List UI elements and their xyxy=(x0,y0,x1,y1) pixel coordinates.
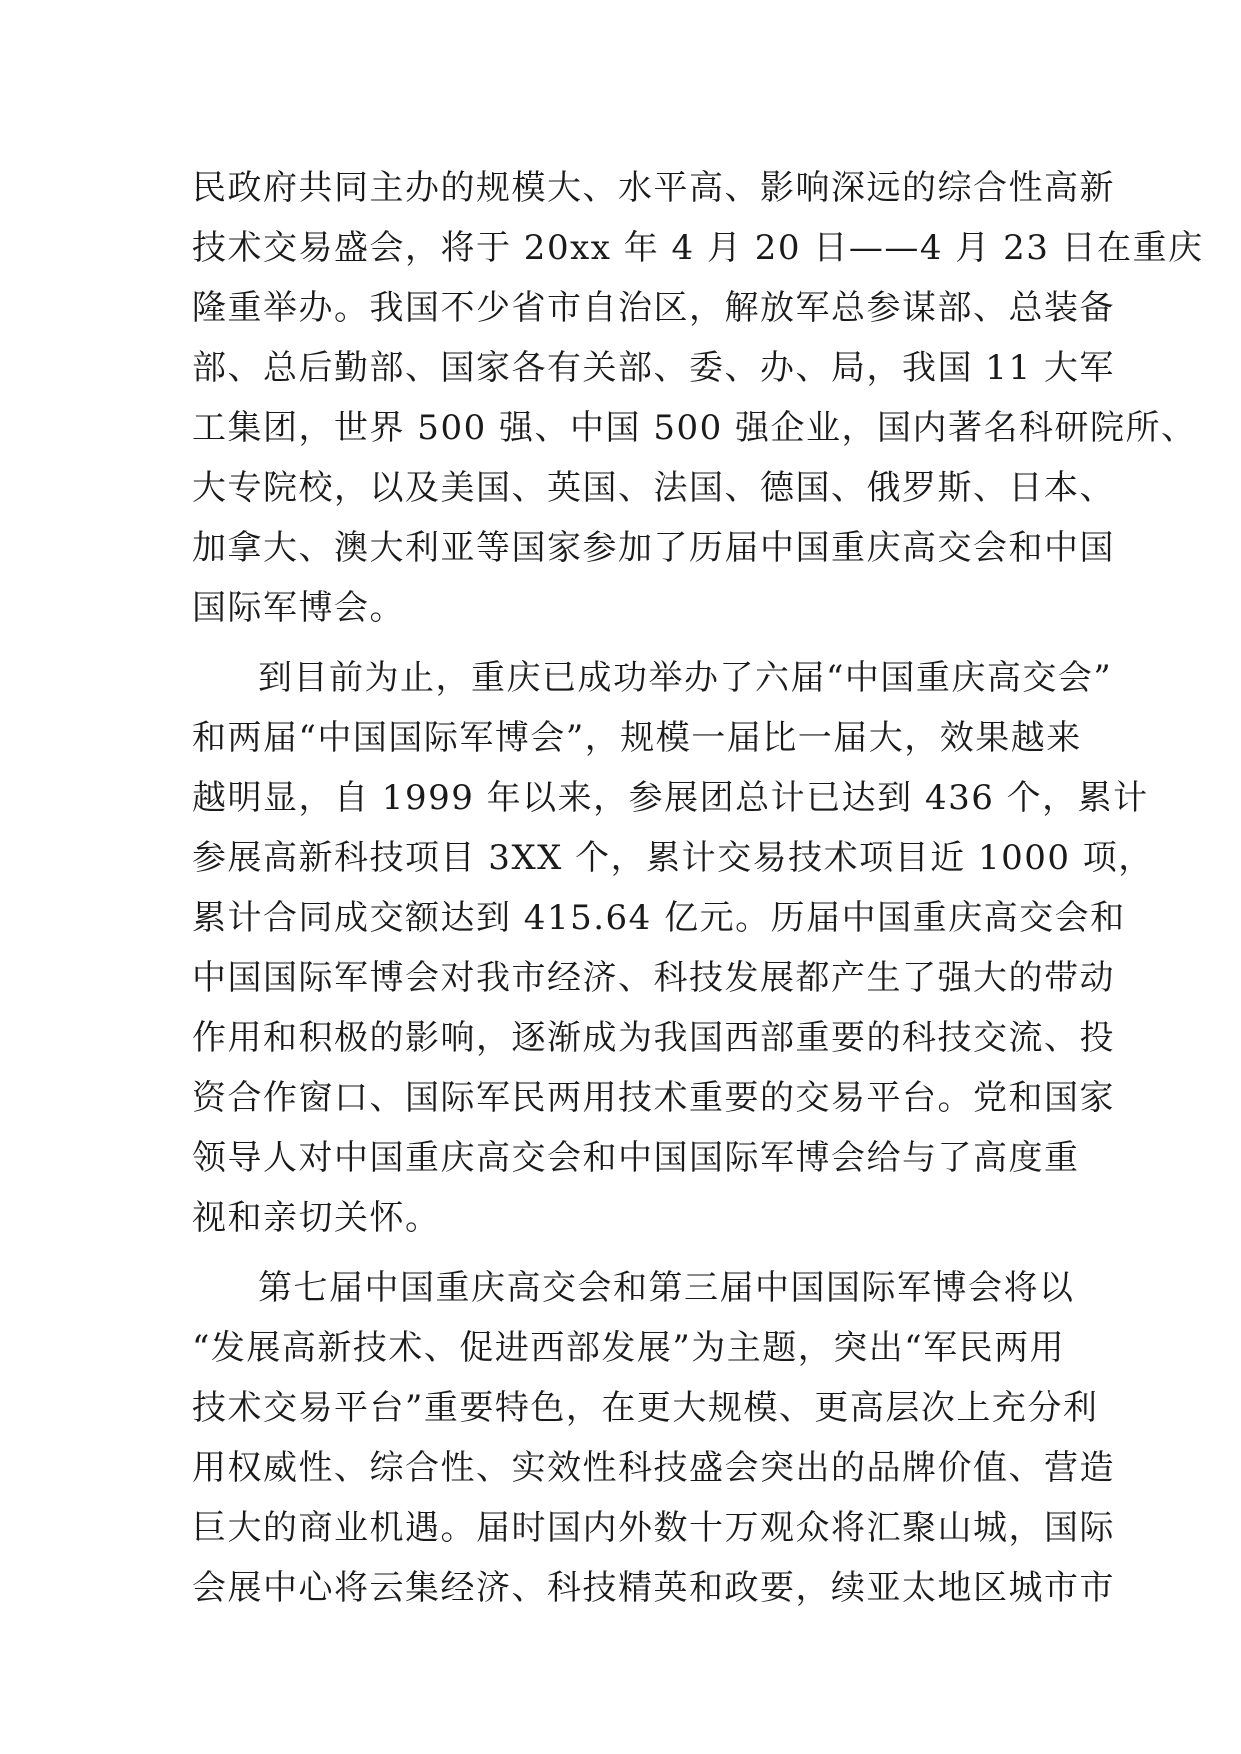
text-line: 加拿大、澳大利亚等国家参加了历届中国重庆高交会和中国 xyxy=(192,528,1115,568)
text-line: 技术交易盛会，将于 20xx 年 4 月 20 日——4 月 23 日在重庆 xyxy=(192,228,1204,268)
text-line: 参展高新科技项目 3XX 个，累计交易技术项目近 1000 项， xyxy=(192,838,1154,878)
text-line: 技术交易平台”重要特色，在更大规模、更高层次上充分利 xyxy=(192,1388,1099,1428)
text-line: 中国国际军博会对我市经济、科技发展都产生了强大的带动 xyxy=(192,958,1115,998)
text-line: 视和亲切关怀。 xyxy=(192,1198,441,1238)
text-line: “发展高新技术、促进西部发展”为主题，突出“军民两用 xyxy=(192,1328,1066,1368)
text-line: 累计合同成交额达到 415.64 亿元。历届中国重庆高交会和 xyxy=(192,898,1126,938)
paragraph-2 xyxy=(192,648,1154,1248)
text-line: 第七届中国重庆高交会和第三届中国国际军博会将以 xyxy=(258,1268,1075,1308)
text-line: 会展中心将云集经济、科技精英和政要，续亚太地区城市市 xyxy=(192,1568,1115,1608)
text-line: 巨大的商业机遇。届时国内外数十万观众将汇聚山城，国际 xyxy=(192,1508,1115,1548)
document-body xyxy=(192,158,1204,1618)
paragraph-spacer xyxy=(192,638,1062,648)
text-line: 越明显，自 1999 年以来，参展团总计已达到 436 个，累计 xyxy=(192,778,1149,818)
paragraph-3 xyxy=(192,1258,1115,1618)
text-line: 民政府共同主办的规模大、水平高、影响深远的综合性高新 xyxy=(192,168,1115,208)
text-line: 资合作窗口、国际军民两用技术重要的交易平台。党和国家 xyxy=(192,1078,1115,1118)
text-line: 工集团，世界 500 强、中国 500 强企业，国内著名科研院所、 xyxy=(192,408,1197,448)
text-line: 到目前为止，重庆已成功举办了六届“中国重庆高交会” xyxy=(258,658,1113,698)
text-line: 部、总后勤部、国家各有关部、委、办、局，我国 11 大军 xyxy=(192,348,1115,388)
text-line: 和两届“中国国际军博会”，规模一届比一届大，效果越来 xyxy=(192,718,1082,758)
text-line: 用权威性、综合性、实效性科技盛会突出的品牌价值、营造 xyxy=(192,1448,1115,1488)
text-line: 领导人对中国重庆高交会和中国国际军博会给与了高度重 xyxy=(192,1138,1080,1178)
text-line: 隆重举办。我国不少省市自治区，解放军总参谋部、总装备 xyxy=(192,288,1115,328)
text-line: 大专院校，以及美国、英国、法国、德国、俄罗斯、日本、 xyxy=(192,468,1115,508)
text-line: 作用和积极的影响，逐渐成为我国西部重要的科技交流、投 xyxy=(192,1018,1115,1058)
paragraph-spacer xyxy=(192,1248,1062,1258)
paragraph-1 xyxy=(192,158,1204,638)
text-line: 国际军博会。 xyxy=(192,588,405,628)
